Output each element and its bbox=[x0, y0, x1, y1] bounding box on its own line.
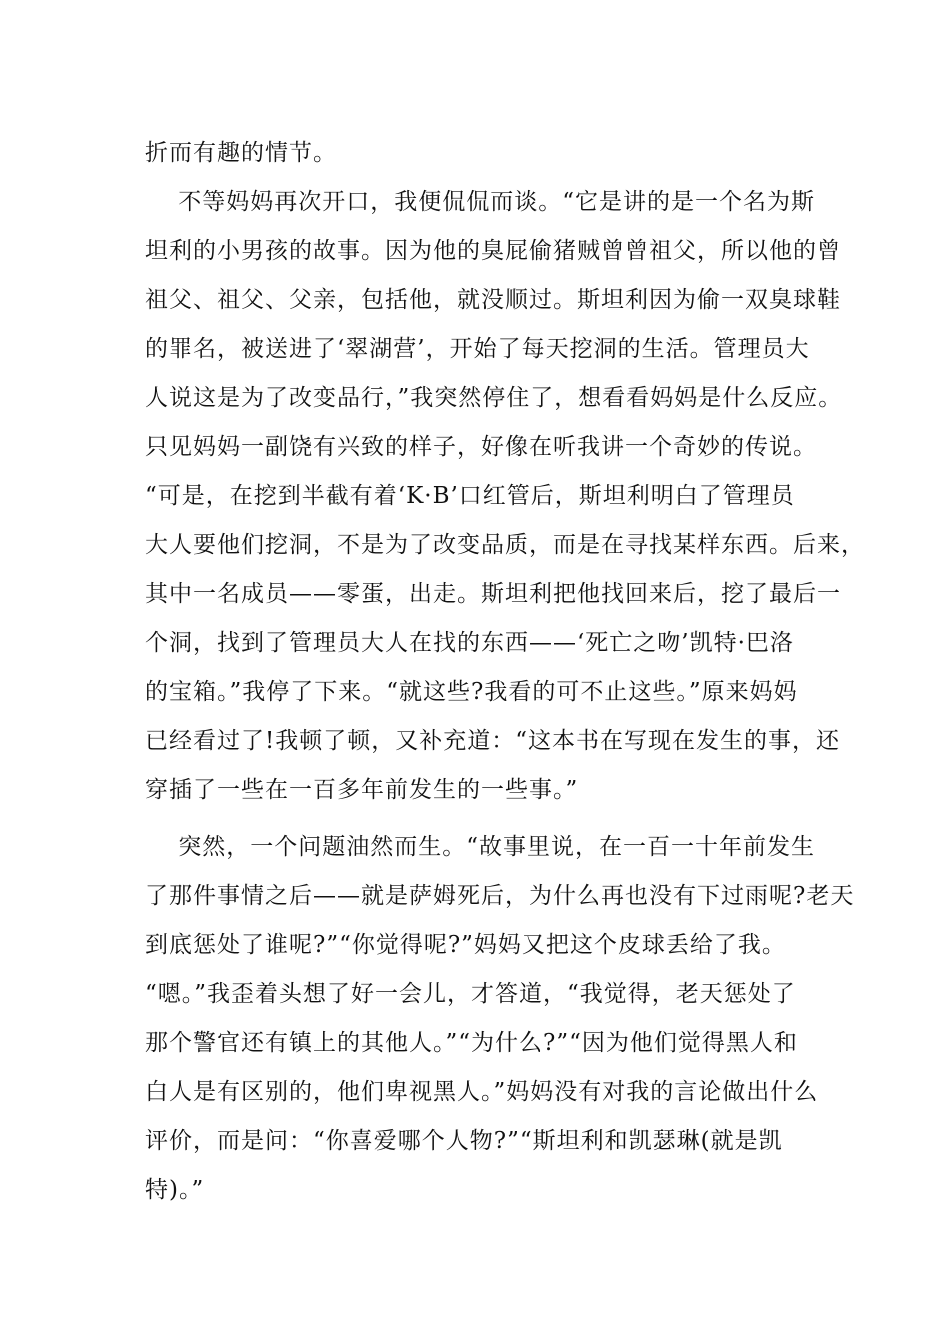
text-line: 那个警官还有镇上的其他人。”“为什么?”“因为他们觉得黑人和 bbox=[145, 1030, 798, 1056]
text-line: 白人是有区别的，他们卑视黑人。”妈妈没有对我的言论做出什么 bbox=[145, 1079, 819, 1105]
text-line: 特)。” bbox=[145, 1177, 205, 1203]
text-line: 不等妈妈再次开口，我便侃侃而谈。“它是讲的是一个名为斯 bbox=[145, 189, 816, 215]
text-line: 到底惩处了谁呢?”“你觉得呢?”妈妈又把这个皮球丢给了我。 bbox=[145, 932, 786, 958]
text-line: 突然，一个问题油然而生。“故事里说，在一百一十年前发生 bbox=[145, 834, 816, 860]
text-line: 大人要他们挖洞，不是为了改变品质，而是在寻找某样东西。后来， bbox=[145, 532, 865, 558]
text-line: 只见妈妈一副饶有兴致的样子，好像在听我讲一个奇妙的传说。 bbox=[145, 434, 817, 460]
text-line: 祖父、祖父、父亲，包括他，就没顺过。斯坦利因为偷一双臭球鞋 bbox=[145, 287, 841, 313]
text-line: 折而有趣的情节。 bbox=[145, 140, 337, 166]
text-line: “嗯。”我歪着头想了好一会儿，才答道，“我觉得，老天惩处了 bbox=[145, 981, 796, 1007]
text-line: 已经看过了!我顿了顿，又补充道：“这本书在写现在发生的事，还 bbox=[145, 728, 841, 754]
text-line: 的宝箱。”我停了下来。“就这些?我看的可不止这些。”原来妈妈 bbox=[145, 679, 798, 705]
text-line: 的罪名，被送进了‘翠湖营’，开始了每天挖洞的生活。管理员大 bbox=[145, 336, 810, 362]
text-line: 个洞，找到了管理员大人在找的东西——‘死亡之吻’凯特·巴洛 bbox=[145, 630, 794, 656]
text-line: 评价，而是问：“你喜爱哪个人物?”“斯坦利和凯瑟琳(就是凯 bbox=[145, 1128, 783, 1154]
text-line: 了那件事情之后——就是萨姆死后，为什么再也没有下过雨呢?老天 bbox=[145, 883, 855, 909]
text-line: 坦利的小男孩的故事。因为他的臭屁偷猪贼曾曾祖父，所以他的曾 bbox=[145, 238, 841, 264]
text-line: 人说这是为了改变品行，”我突然停住了，想看看妈妈是什么反应。 bbox=[145, 385, 843, 411]
text-line: “可是，在挖到半截有着‘K·B’口红管后，斯坦利明白了管理员 bbox=[145, 483, 795, 509]
text-line: 其中一名成员——零蛋，出走。斯坦利把他找回来后，挖了最后一 bbox=[145, 581, 841, 607]
text-line: 穿插了一些在一百多年前发生的一些事。” bbox=[145, 777, 579, 803]
